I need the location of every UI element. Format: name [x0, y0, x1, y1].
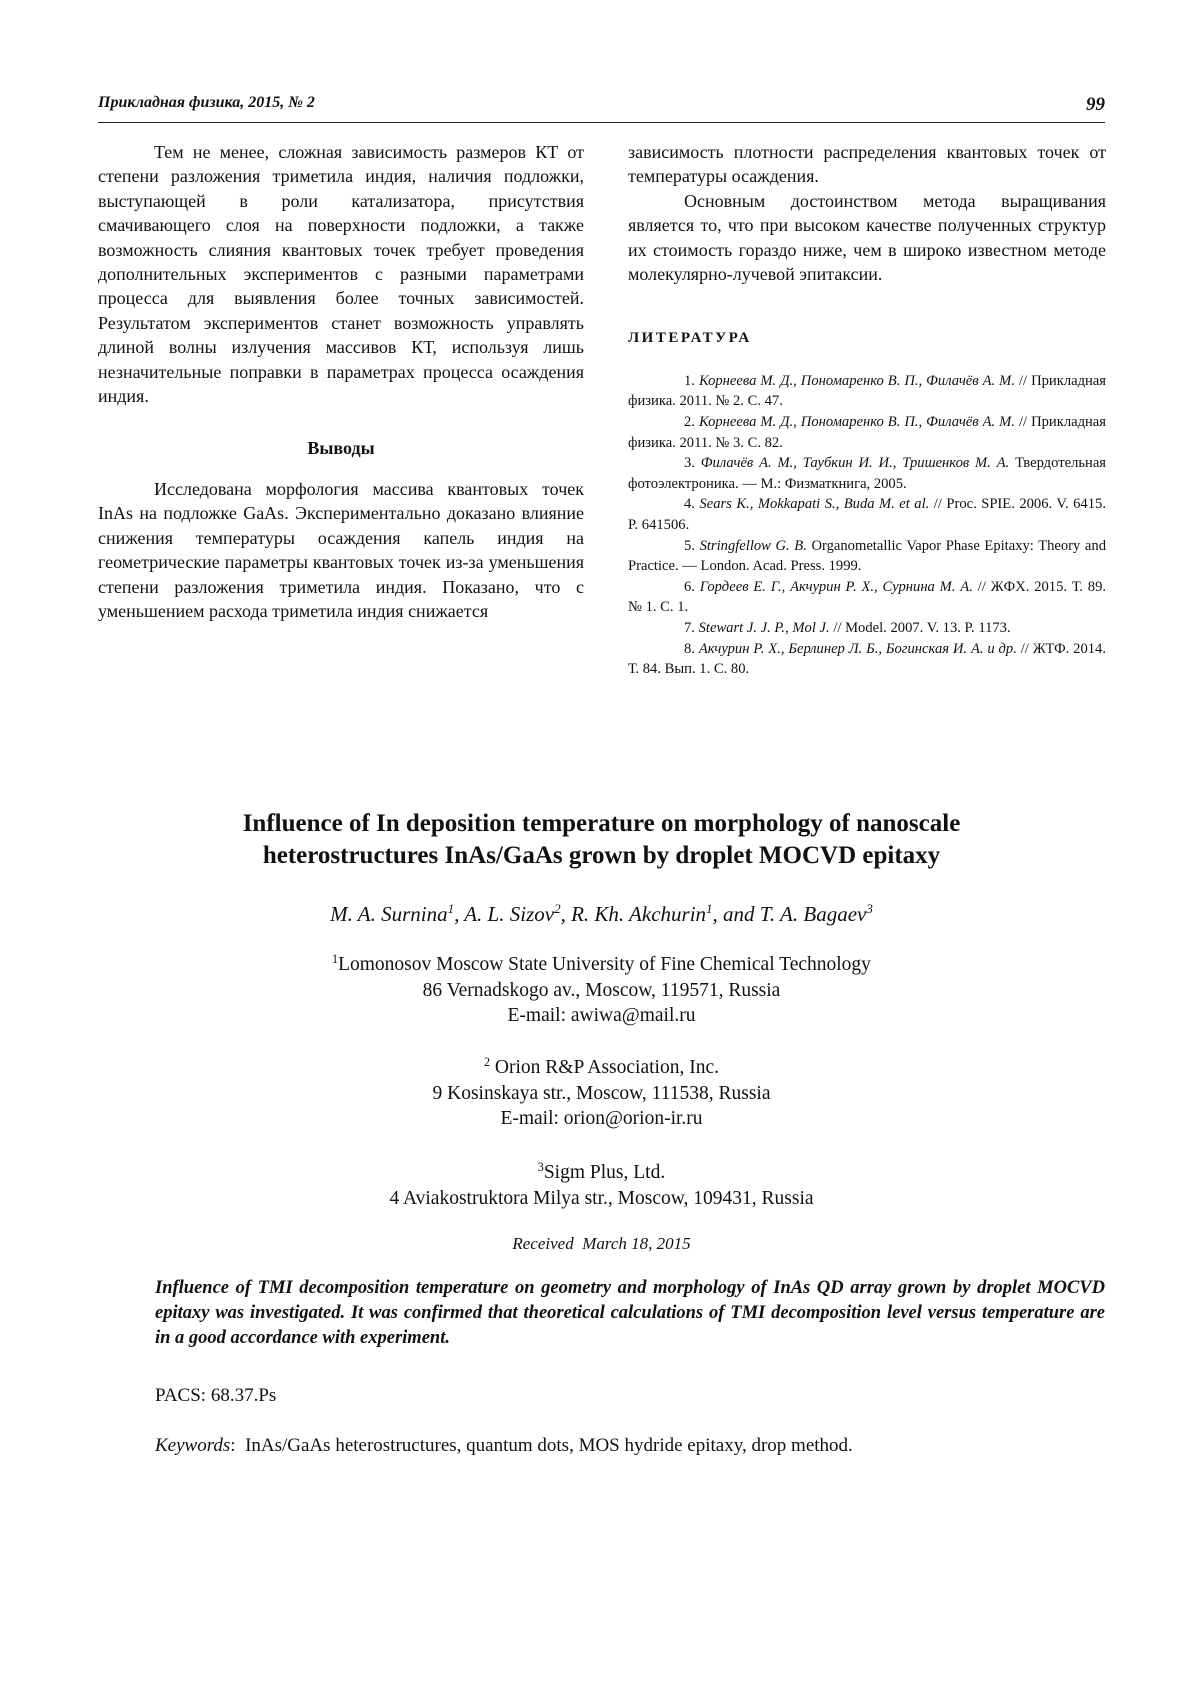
abstract: Influence of TMI decomposition temperature on geometry and morphology of InAs QD array grown by droplet MOCVD epitaxy was investigated. It was confirmed that theoretical calculations of TMI decomposition level versus temperature are in a good accordance with experiment. [155, 1278, 1105, 1348]
author-name: A. L. Sizov [464, 902, 555, 926]
pacs-code: PACS: 68.37.Ps [155, 1385, 277, 1406]
right-column [628, 140, 1106, 680]
keywords-label: Keywords [155, 1435, 231, 1456]
keywords: Keywords: InAs/GaAs heterostructures, quantum dots, MOS hydride epitaxy, drop method. [155, 1435, 853, 1456]
reference-item: 7. Stewart J. J. P., Mol J. // Model. 2007. V. 13. P. 1173. [684, 619, 1011, 636]
running-header [98, 94, 1105, 123]
author-list: M. A. Surnina$^1$, A. L. Sizov$^2$, R. Kh. Akchurin$^1$, and T. A. Bagaev$^3$ [330, 901, 873, 926]
affiliation-2: $^2$ Orion R&P Association, Inc. 9 Kosinskaya str., Moscow, 111538, Russia E-mail: orion@orion-ir.ru [98, 1055, 1105, 1132]
reference-list [628, 371, 1106, 680]
reference-item: 4. Sears K., Mokkapati S., Buda M. et al. // Proc. SPIE. 2006. V. 6415. P. 641506. [628, 496, 1106, 533]
body-paragraph: зависимость плотности распределения квантовых точек от температуры осаждения. [628, 142, 1106, 187]
reference-item: 8. Акчурин Р. Х., Берлинер Л. Б., Богинская И. А. и др. // ЖТФ. 2014. Т. 84. Вып. 1. С. 80. [628, 640, 1106, 678]
email-text: E-mail: orion@orion-ir.ru [500, 1108, 703, 1129]
author-name: R. Kh. Akchurin [571, 902, 707, 926]
body-paragraph: Тем не менее, сложная зависимость размеров КТ от степени разложения триметила индия, наличия подложки, выступающей в роли катализатора, присутствия смачивающего слоя на поверхности подложки, а также возможность слияния квантовых точек требует проведения дополнительных экспериментов с разными параметрами процесса для выявления более точных зависимостей. Результатом экспериментов станет возможность управлять длиной волны излучения массивов КТ, используя лишь незначительные поправки в параметрах процесса осаждения индия. [98, 142, 584, 407]
section-title-literature: ЛИТЕРАТУРА [628, 330, 752, 347]
section-title-conclusions: Выводы [307, 438, 375, 459]
author-name: T. A. Bagaev [759, 902, 867, 926]
body-paragraph: Основным достоинством метода выращивания является то, что при высоком качестве полученных структур их стоимость гораздо ниже, чем в широко известном методе молекулярно-лучевой эпитаксии. [628, 190, 1106, 285]
reference-item: 3. Филачёв А. М., Таубкин И. И., Тришенков М. А. Твердотельная фотоэлектроника. — М.: Физматкнига, 2005. [628, 455, 1107, 492]
body-paragraph: Исследована морфология массива квантовых точек InAs на подложке GaAs. Экспериментально доказано влияние снижения температуры осаждения капель индия на геометрические параметры квантовых точек из-за уменьшения степени разложения триметила индия. Показано, что с уменьшением расхода триметила индия снижается [98, 478, 584, 621]
reference-item: 5. Stringfellow G. B. Organometallic Vapor Phase Epitaxy: Theory and Practice. — London. Acad. Press. 1999. [628, 537, 1107, 575]
reference-item: 6. Гордеев Е. Г., Акчурин Р. Х., Сурнина М. А. // ЖФХ. 2015. Т. 89. № 1. С. 1. [628, 578, 1107, 616]
author-name: M. A. Surnina [330, 902, 448, 926]
affiliation-1: $^1$Lomonosov Moscow State University of Fine Chemical Technology 86 Vernadskogo av., Moscow, 119571, Russia E-mail: awiwa@mail.ru [98, 952, 1105, 1029]
paper-title: Influence of In deposition temperature on morphology of nanoscale heterostructures InAs/GaAs grown by droplet MOCVD epitaxy [242, 810, 961, 869]
reference-item: 2. Корнеева М. Д., Пономаренко В. П., Филачёв А. М. // Прикладная физика. 2011. № 3. С. 82. [628, 414, 1107, 451]
email-text: E-mail: awiwa@mail.ru [507, 1005, 696, 1026]
received-date: Received March 18, 2015 [512, 1234, 691, 1253]
journal-name: Прикладная физика, 2015, № 2 [98, 94, 315, 111]
reference-item: 1. Корнеева М. Д., Пономаренко В. П., Филачёв А. М. // Прикладная физика. 2011. № 2. С. 47. [628, 372, 1107, 410]
page-number: 99 [1086, 94, 1105, 115]
left-column [98, 140, 584, 623]
affiliation-3: $^3$Sigm Plus, Ltd. 4 Aviakostruktora Milya str., Moscow, 109431, Russia [389, 1159, 814, 1209]
